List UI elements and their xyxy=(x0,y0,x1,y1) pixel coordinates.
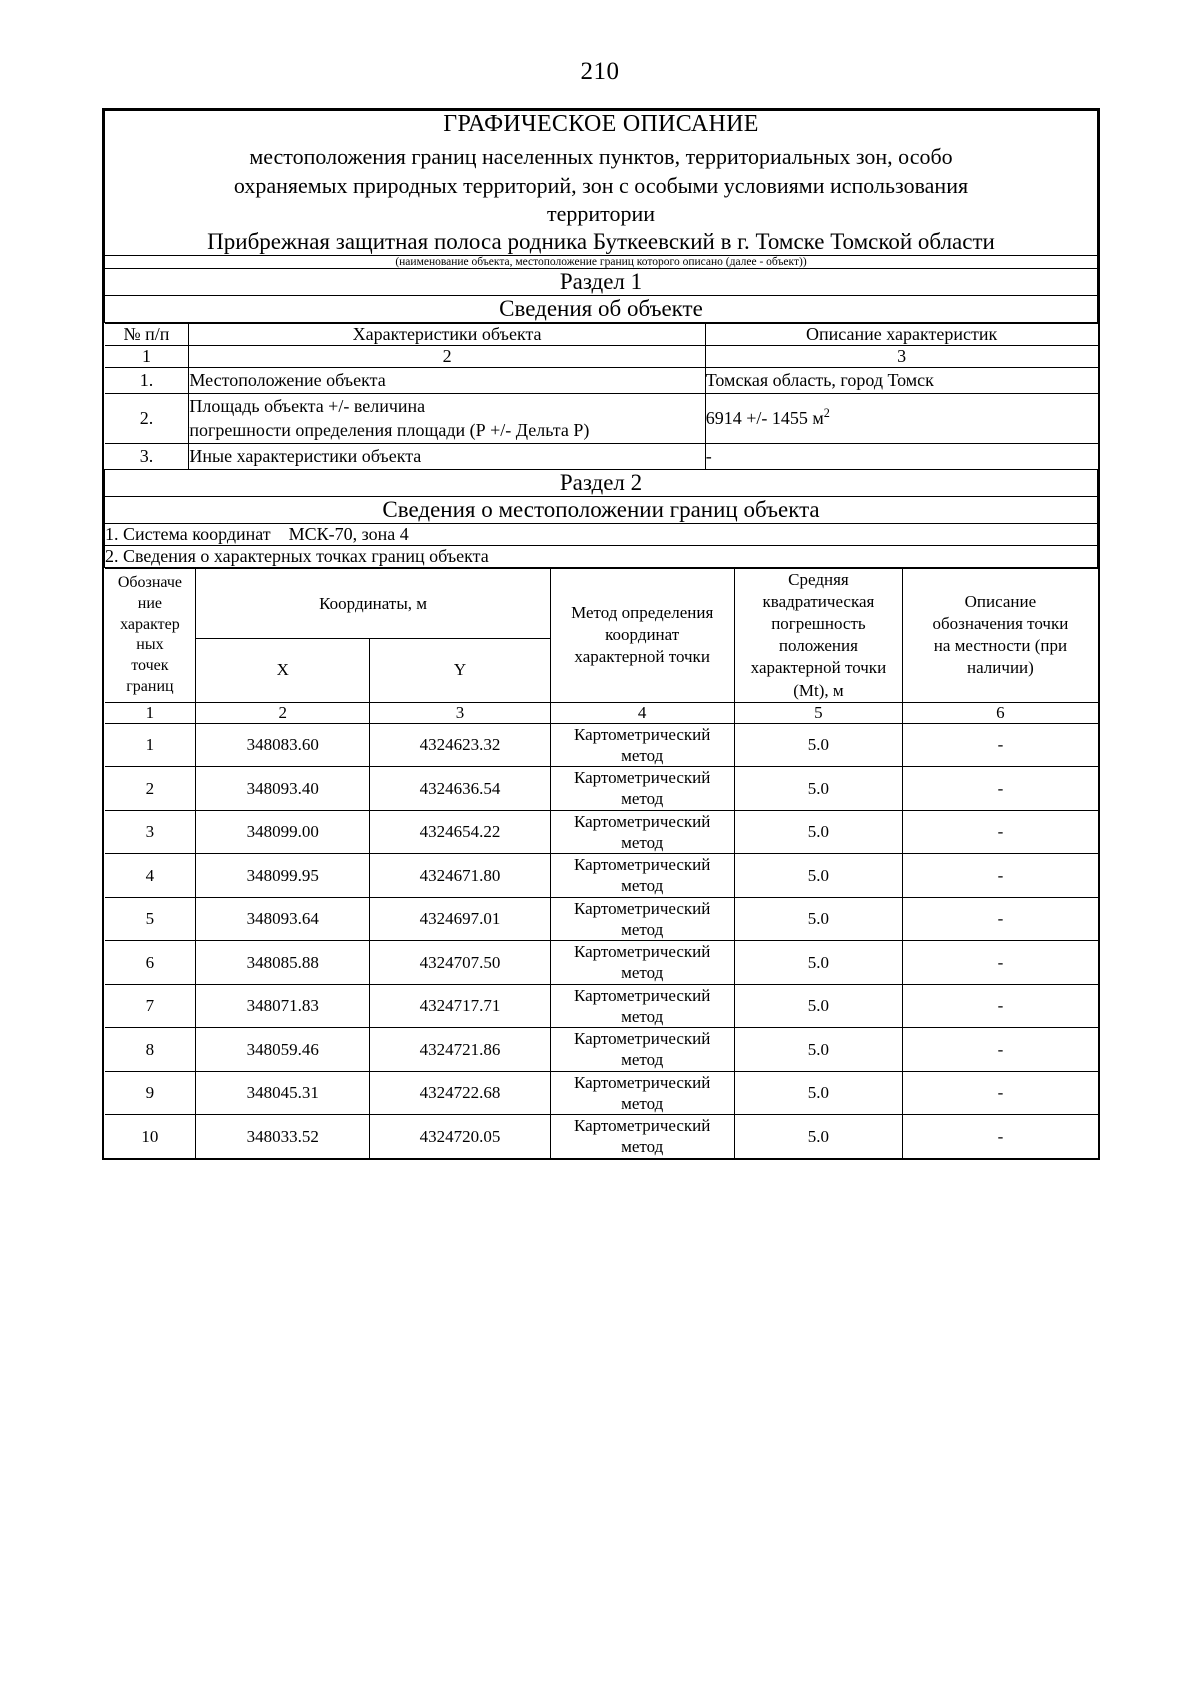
page-number: 210 xyxy=(580,58,620,85)
point-number: 5 xyxy=(105,897,196,941)
point-method-line1: Картометрический xyxy=(573,1072,711,1092)
coordinate-system-row xyxy=(105,524,1098,546)
point-method xyxy=(550,941,734,985)
points-col-header-y: Y xyxy=(370,639,551,703)
points-colnum-4: 4 xyxy=(550,702,734,723)
point-method-line2: метод xyxy=(621,789,664,809)
points-col-header-designation xyxy=(105,569,196,703)
point-number: 6 xyxy=(105,941,196,985)
table-row xyxy=(105,1028,1098,1072)
point-mt: 5.0 xyxy=(734,810,903,854)
point-description: - xyxy=(903,810,1098,854)
points-table-wrapper xyxy=(105,568,1098,1158)
point-method-line1: Картометрический xyxy=(573,898,711,918)
table-row xyxy=(105,723,1098,767)
point-mt: 5.0 xyxy=(734,723,903,767)
table-row xyxy=(105,897,1098,941)
coordinate-system-label: 1. Система координат xyxy=(105,524,271,545)
point-mt: 5.0 xyxy=(734,1071,903,1115)
section1-col-header-num: № п/п xyxy=(105,323,189,345)
section1-header-row xyxy=(105,323,1098,345)
point-number: 9 xyxy=(105,1071,196,1115)
point-method-line2: метод xyxy=(621,745,664,765)
section1-row2-area-superscript: 2 xyxy=(823,406,830,421)
points-col-header-designation-l5: точек xyxy=(131,657,169,675)
point-number: 1 xyxy=(105,723,196,767)
point-method xyxy=(550,854,734,898)
point-method xyxy=(550,810,734,854)
section1-subtitle-row xyxy=(105,295,1098,322)
point-method-line1: Картометрический xyxy=(573,811,711,831)
points-col-header-method-l3: характерной точки xyxy=(574,647,710,667)
point-method-line1: Картометрический xyxy=(573,1116,711,1136)
points-col-header-designation-l6: границ xyxy=(126,677,174,695)
table-row xyxy=(105,767,1098,811)
point-method xyxy=(550,1071,734,1115)
point-number: 2 xyxy=(105,767,196,811)
point-method xyxy=(550,1028,734,1072)
section1-row2-characteristic-line2: погрешности определения площади (Р +/- Дельта Р) xyxy=(189,420,590,441)
legend-row xyxy=(105,255,1098,268)
points-colnum-6: 6 xyxy=(903,702,1098,723)
section1-colnum-2: 2 xyxy=(189,345,705,367)
points-heading: 2. Сведения о характерных точках границ объекта xyxy=(105,546,1098,568)
point-method-line1: Картометрический xyxy=(573,768,711,788)
section1-row2-area-value: 6914 +/- 1455 м xyxy=(705,408,824,429)
points-colnum-5: 5 xyxy=(734,702,903,723)
section1-col-header-characteristic: Характеристики объекта xyxy=(189,323,705,345)
section1-row2-description xyxy=(705,393,1097,444)
point-y: 4324717.71 xyxy=(370,984,551,1028)
section1-subtitle: Сведения об объекте xyxy=(105,295,1098,322)
points-col-header-coordinates-group: Координаты, м xyxy=(196,569,550,639)
object-name: Прибрежная защитная полоса родника Буткеевский в г. Томске Томской области xyxy=(105,229,1098,256)
points-col-header-method-l1: Метод определения xyxy=(571,603,714,623)
section1-row3-description: - xyxy=(705,444,1097,469)
section2-title: Раздел 2 xyxy=(105,470,1098,497)
point-y: 4324654.22 xyxy=(370,810,551,854)
section1-row2-characteristic xyxy=(189,393,705,444)
point-x: 348059.46 xyxy=(196,1028,370,1072)
point-mt: 5.0 xyxy=(734,941,903,985)
title-cell xyxy=(105,111,1098,229)
section2-subtitle-row xyxy=(105,497,1098,524)
point-method xyxy=(550,767,734,811)
point-x: 348093.64 xyxy=(196,897,370,941)
section2-title-row xyxy=(105,470,1098,497)
point-method-line1: Картометрический xyxy=(573,1029,711,1049)
point-y: 4324697.01 xyxy=(370,897,551,941)
point-method-line1: Картометрический xyxy=(573,855,711,875)
section1-col-header-description: Описание характеристик xyxy=(705,323,1097,345)
points-col-header-description-l2: обозначения точки xyxy=(932,614,1069,634)
section1-colnum-3: 3 xyxy=(705,345,1097,367)
point-y: 4324720.05 xyxy=(370,1115,551,1158)
points-table-row xyxy=(105,568,1098,1158)
point-mt: 5.0 xyxy=(734,1028,903,1072)
document-subtitle-line3: территории xyxy=(546,201,656,227)
section1-title-row xyxy=(105,268,1098,295)
point-y: 4324707.50 xyxy=(370,941,551,985)
point-method-line2: метод xyxy=(621,919,664,939)
table-row xyxy=(105,367,1098,393)
table-row xyxy=(105,854,1098,898)
document-main-title: ГРАФИЧЕСКОЕ ОПИСАНИЕ xyxy=(443,111,759,137)
points-colnum-3: 3 xyxy=(370,702,551,723)
title-row xyxy=(105,111,1098,229)
point-mt: 5.0 xyxy=(734,767,903,811)
points-col-header-mt xyxy=(734,569,903,703)
point-x: 348083.60 xyxy=(196,723,370,767)
point-x: 348071.83 xyxy=(196,984,370,1028)
section1-row1-description: Томская область, город Томск xyxy=(705,367,1097,393)
points-col-header-x: X xyxy=(196,639,370,703)
point-description: - xyxy=(903,723,1098,767)
points-col-header-mt-l6: (Mt), м xyxy=(793,680,844,700)
points-colnum-2: 2 xyxy=(196,702,370,723)
points-col-header-description-l1: Описание xyxy=(964,592,1037,612)
section1-colnum-1: 1 xyxy=(105,345,189,367)
point-method-line2: метод xyxy=(621,1137,664,1157)
points-heading-row xyxy=(105,546,1098,568)
point-number: 3 xyxy=(105,810,196,854)
point-description: - xyxy=(903,1071,1098,1115)
section1-table xyxy=(105,323,1098,469)
point-y: 4324671.80 xyxy=(370,854,551,898)
point-y: 4324721.86 xyxy=(370,1028,551,1072)
point-x: 348099.00 xyxy=(196,810,370,854)
document-subtitle-line2: охраняемых природных территорий, зон с особыми условиями использования xyxy=(233,172,969,198)
table-row xyxy=(105,393,1098,444)
point-description: - xyxy=(903,1115,1098,1158)
point-y: 4324623.32 xyxy=(370,723,551,767)
point-description: - xyxy=(903,941,1098,985)
table-row xyxy=(105,444,1098,469)
point-mt: 5.0 xyxy=(734,984,903,1028)
section1-row1-index: 1. xyxy=(105,367,189,393)
point-x: 348099.95 xyxy=(196,854,370,898)
points-col-header-mt-l5: характерной точки xyxy=(750,658,887,678)
point-x: 348085.88 xyxy=(196,941,370,985)
section1-row3-index: 3. xyxy=(105,444,189,469)
document-table xyxy=(104,110,1098,1158)
section1-row1-characteristic: Местоположение объекта xyxy=(189,367,705,393)
section1-row2-characteristic-line1: Площадь объекта +/- величина xyxy=(189,395,426,416)
table-row xyxy=(105,941,1098,985)
section1-title: Раздел 1 xyxy=(105,268,1098,295)
points-col-header-description-l3: на местности (при xyxy=(933,636,1068,656)
points-col-header-designation-l1: Обозначе xyxy=(117,573,183,591)
section1-table-wrapper xyxy=(105,322,1098,469)
point-method-line2: метод xyxy=(621,1006,664,1026)
object-name-row xyxy=(105,229,1098,256)
table-row xyxy=(105,810,1098,854)
point-method-line2: метод xyxy=(621,1050,664,1070)
object-name-legend: (наименование объекта, местоположение границ которого описано (далее - объект)) xyxy=(105,255,1098,268)
point-description: - xyxy=(903,767,1098,811)
point-method-line1: Картометрический xyxy=(573,724,711,744)
point-method xyxy=(550,897,734,941)
point-description: - xyxy=(903,897,1098,941)
point-description: - xyxy=(903,854,1098,898)
point-description: - xyxy=(903,1028,1098,1072)
points-col-header-designation-l2: ние xyxy=(137,594,163,612)
point-y: 4324722.68 xyxy=(370,1071,551,1115)
document-subtitle-line1: местоположения границ населенных пунктов, территориальных зон, особо xyxy=(249,144,953,169)
section1-table-row xyxy=(105,322,1098,469)
points-table xyxy=(105,568,1098,1158)
points-col-header-description-l4: наличии) xyxy=(967,658,1034,678)
points-colnum-1: 1 xyxy=(105,702,196,723)
point-method-line2: метод xyxy=(621,963,664,983)
points-col-header-designation-l4: ных xyxy=(136,636,164,654)
coordinate-system-line xyxy=(105,524,1098,546)
point-x: 348033.52 xyxy=(196,1115,370,1158)
section2-subtitle: Сведения о местоположении границ объекта xyxy=(105,497,1098,524)
point-number: 4 xyxy=(105,854,196,898)
points-col-header-mt-l1: Средняя xyxy=(788,570,849,590)
point-method xyxy=(550,723,734,767)
document-frame xyxy=(102,108,1100,1160)
section1-number-row xyxy=(105,345,1098,367)
points-col-header-mt-l3: погрешность xyxy=(771,614,866,634)
point-method-line1: Картометрический xyxy=(573,942,711,962)
table-row xyxy=(105,984,1098,1028)
section1-row2-index: 2. xyxy=(105,393,189,444)
point-x: 348045.31 xyxy=(196,1071,370,1115)
point-method-line2: метод xyxy=(621,1093,664,1113)
point-y: 4324636.54 xyxy=(370,767,551,811)
points-col-header-method-l2: координат xyxy=(605,625,680,645)
point-number: 10 xyxy=(105,1115,196,1158)
point-method-line1: Картометрический xyxy=(573,985,711,1005)
point-mt: 5.0 xyxy=(734,1115,903,1158)
point-number: 8 xyxy=(105,1028,196,1072)
point-method xyxy=(550,984,734,1028)
point-method xyxy=(550,1115,734,1158)
points-col-header-mt-l4: положения xyxy=(778,636,858,656)
points-header-row-1 xyxy=(105,569,1098,639)
points-col-header-method xyxy=(550,569,734,703)
table-row xyxy=(105,1071,1098,1115)
point-x: 348093.40 xyxy=(196,767,370,811)
points-col-header-description xyxy=(903,569,1098,703)
point-mt: 5.0 xyxy=(734,854,903,898)
points-column-number-row xyxy=(105,702,1098,723)
coordinate-system-value: МСК-70, зона 4 xyxy=(288,524,409,545)
table-row xyxy=(105,1115,1098,1158)
point-method-line2: метод xyxy=(621,876,664,896)
point-description: - xyxy=(903,984,1098,1028)
point-number: 7 xyxy=(105,984,196,1028)
section1-row3-characteristic: Иные характеристики объекта xyxy=(189,444,705,469)
point-mt: 5.0 xyxy=(734,897,903,941)
point-method-line2: метод xyxy=(621,832,664,852)
points-col-header-designation-l3: характер xyxy=(120,615,180,633)
points-col-header-mt-l2: квадратическая xyxy=(762,592,875,612)
